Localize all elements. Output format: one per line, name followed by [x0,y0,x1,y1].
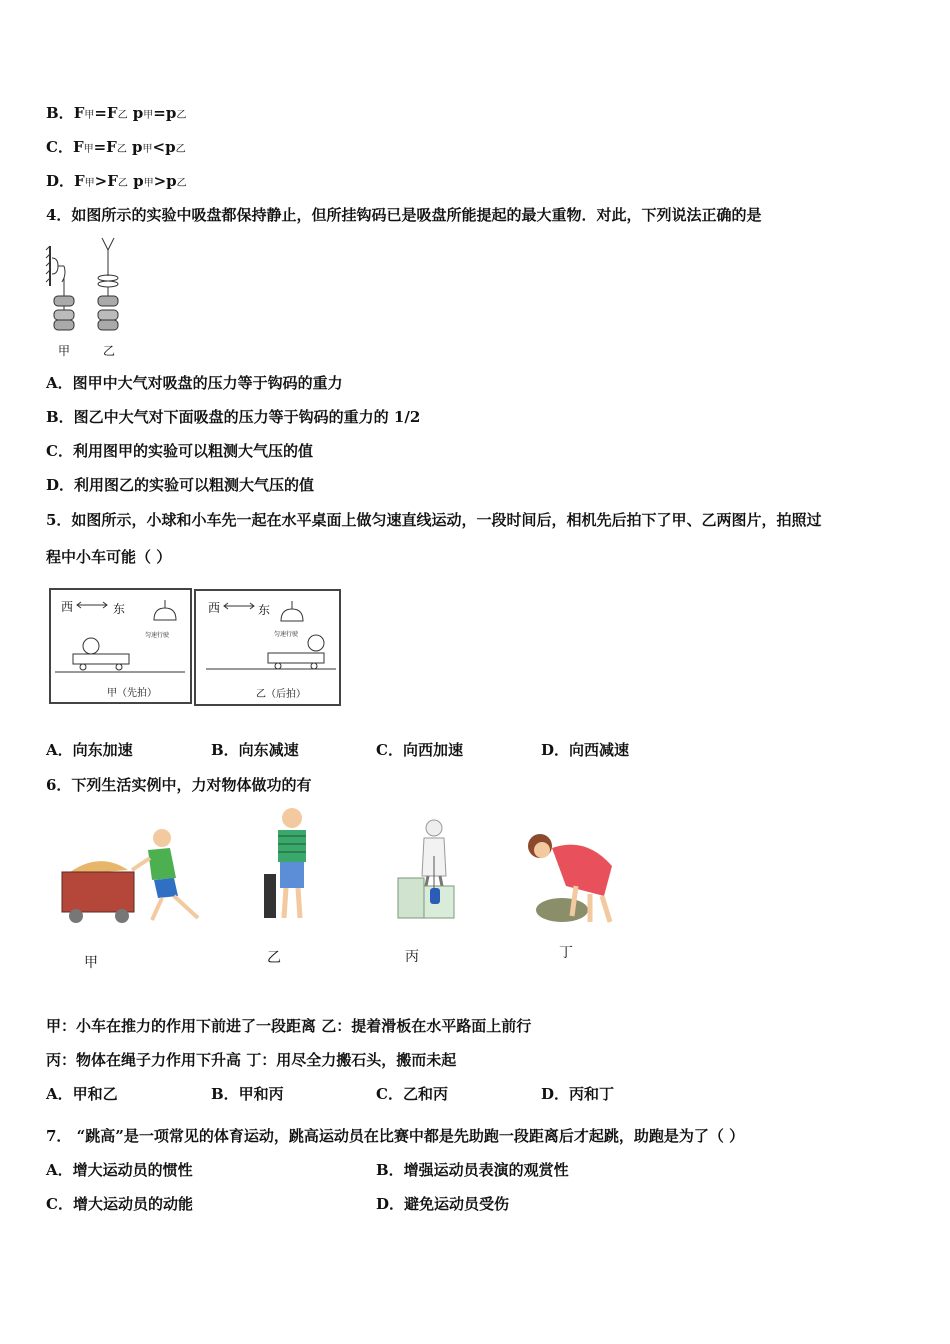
q7-option-d: D．避免运动员受伤 [376,1195,510,1213]
q4-figure-label-jia: 甲 [58,344,71,358]
q4-option-c: C．利用图甲的实验可以粗测大气压的值 [46,442,313,460]
q5-panel-yi-west: 西 [208,601,221,615]
q5-panel-jia [49,588,192,704]
q4-option-a: A．图甲中大气对吸盘的压力等于钩码的重力 [46,374,343,392]
q5-panel-yi [194,589,341,706]
q3-option-b: B．F甲=F乙 p甲=p乙 [46,104,187,122]
q5-option-b: B．向东减速 [211,741,299,759]
q5-panel-yi-caption: 乙（后拍） [256,689,306,700]
q6-option-a: A．甲和乙 [46,1085,118,1103]
q6-figure-label-bing: 丙 [405,949,419,965]
q6-option-d: D．丙和丁 [541,1085,615,1103]
q7-option-c: C．增大运动员的动能 [46,1195,193,1213]
q6-figure-label-ding: 丁 [559,945,573,961]
q5-panel-jia-caption: 甲（先拍） [107,688,157,699]
q6-figure-label-jia: 甲 [84,955,98,971]
q5-stem-line1: 5．如图所示，小球和小车先一起在水平桌面上做匀速直线运动，一段时间后，相机先后拍下了甲、乙两图片，拍照过 [46,511,822,529]
q4-option-b: B．图乙中大气对下面吸盘的压力等于钩码的重力的 1/2 [46,408,421,426]
q5-panel-yi-east: 东 [258,603,271,617]
q5-panel-jia-west: 西 [61,600,74,614]
q6-figure-label-yi: 乙 [267,950,281,966]
q6-option-b: B．甲和丙 [211,1085,284,1103]
q5-panel-jia-east: 东 [113,602,126,616]
q6-picture-jia-pushing-cart [58,820,218,930]
q7-stem: 7． “跳高”是一项常见的体育运动，跳高运动员在比赛中都是先助跑一段距离后才起跳，助跑是为了（ ） [46,1127,745,1145]
q5-option-a: A．向东加速 [46,741,133,759]
q7-option-a: A．增大运动员的惯性 [46,1161,193,1179]
q6-option-c: C．乙和丙 [376,1085,448,1103]
q6-description-line1: 甲：小车在推力的作用下前进了一段距离 乙：提着滑板在水平路面上前行 [46,1017,532,1035]
q5-option-c: C．向西加速 [376,741,463,759]
q4-option-d: D．利用图乙的实验可以粗测大气压的值 [46,476,315,494]
q6-picture-ding-lifting-stone [516,826,626,926]
q5-panel-yi-drawing [196,591,340,703]
q6-picture-yi-carrying-board [262,806,322,926]
q5-option-d: D．向西减速 [541,741,630,759]
q5-stem-line2: 程中小车可能（ ） [46,548,172,566]
q5-panel-jia-drawing [51,590,191,702]
q7-option-b: B．增强运动员表演的观赏性 [376,1161,569,1179]
q6-stem: 6．下列生活实例中，力对物体做功的有 [46,776,312,794]
q6-picture-bing-pulling-rope [394,816,464,920]
q4-suction-cup-figure [44,236,134,338]
q4-stem: 4．如图所示的实验中吸盘都保持静止，但所挂钩码已是吸盘所能提起的最大重物．对此，下列说法正确的是 [46,206,762,224]
q5-panel-jia-note: 匀速行驶 [145,632,170,639]
q5-panel-yi-note: 匀速行驶 [274,631,299,638]
q3-option-c: C．F甲=F乙 p甲<p乙 [46,138,186,156]
q6-description-line2: 丙：物体在绳子力作用下升高 丁：用尽全力搬石头，搬而未起 [46,1051,457,1069]
q4-figure-label-yi: 乙 [103,344,116,358]
q3-option-d: D．F甲>F乙 p甲>p乙 [46,172,187,190]
